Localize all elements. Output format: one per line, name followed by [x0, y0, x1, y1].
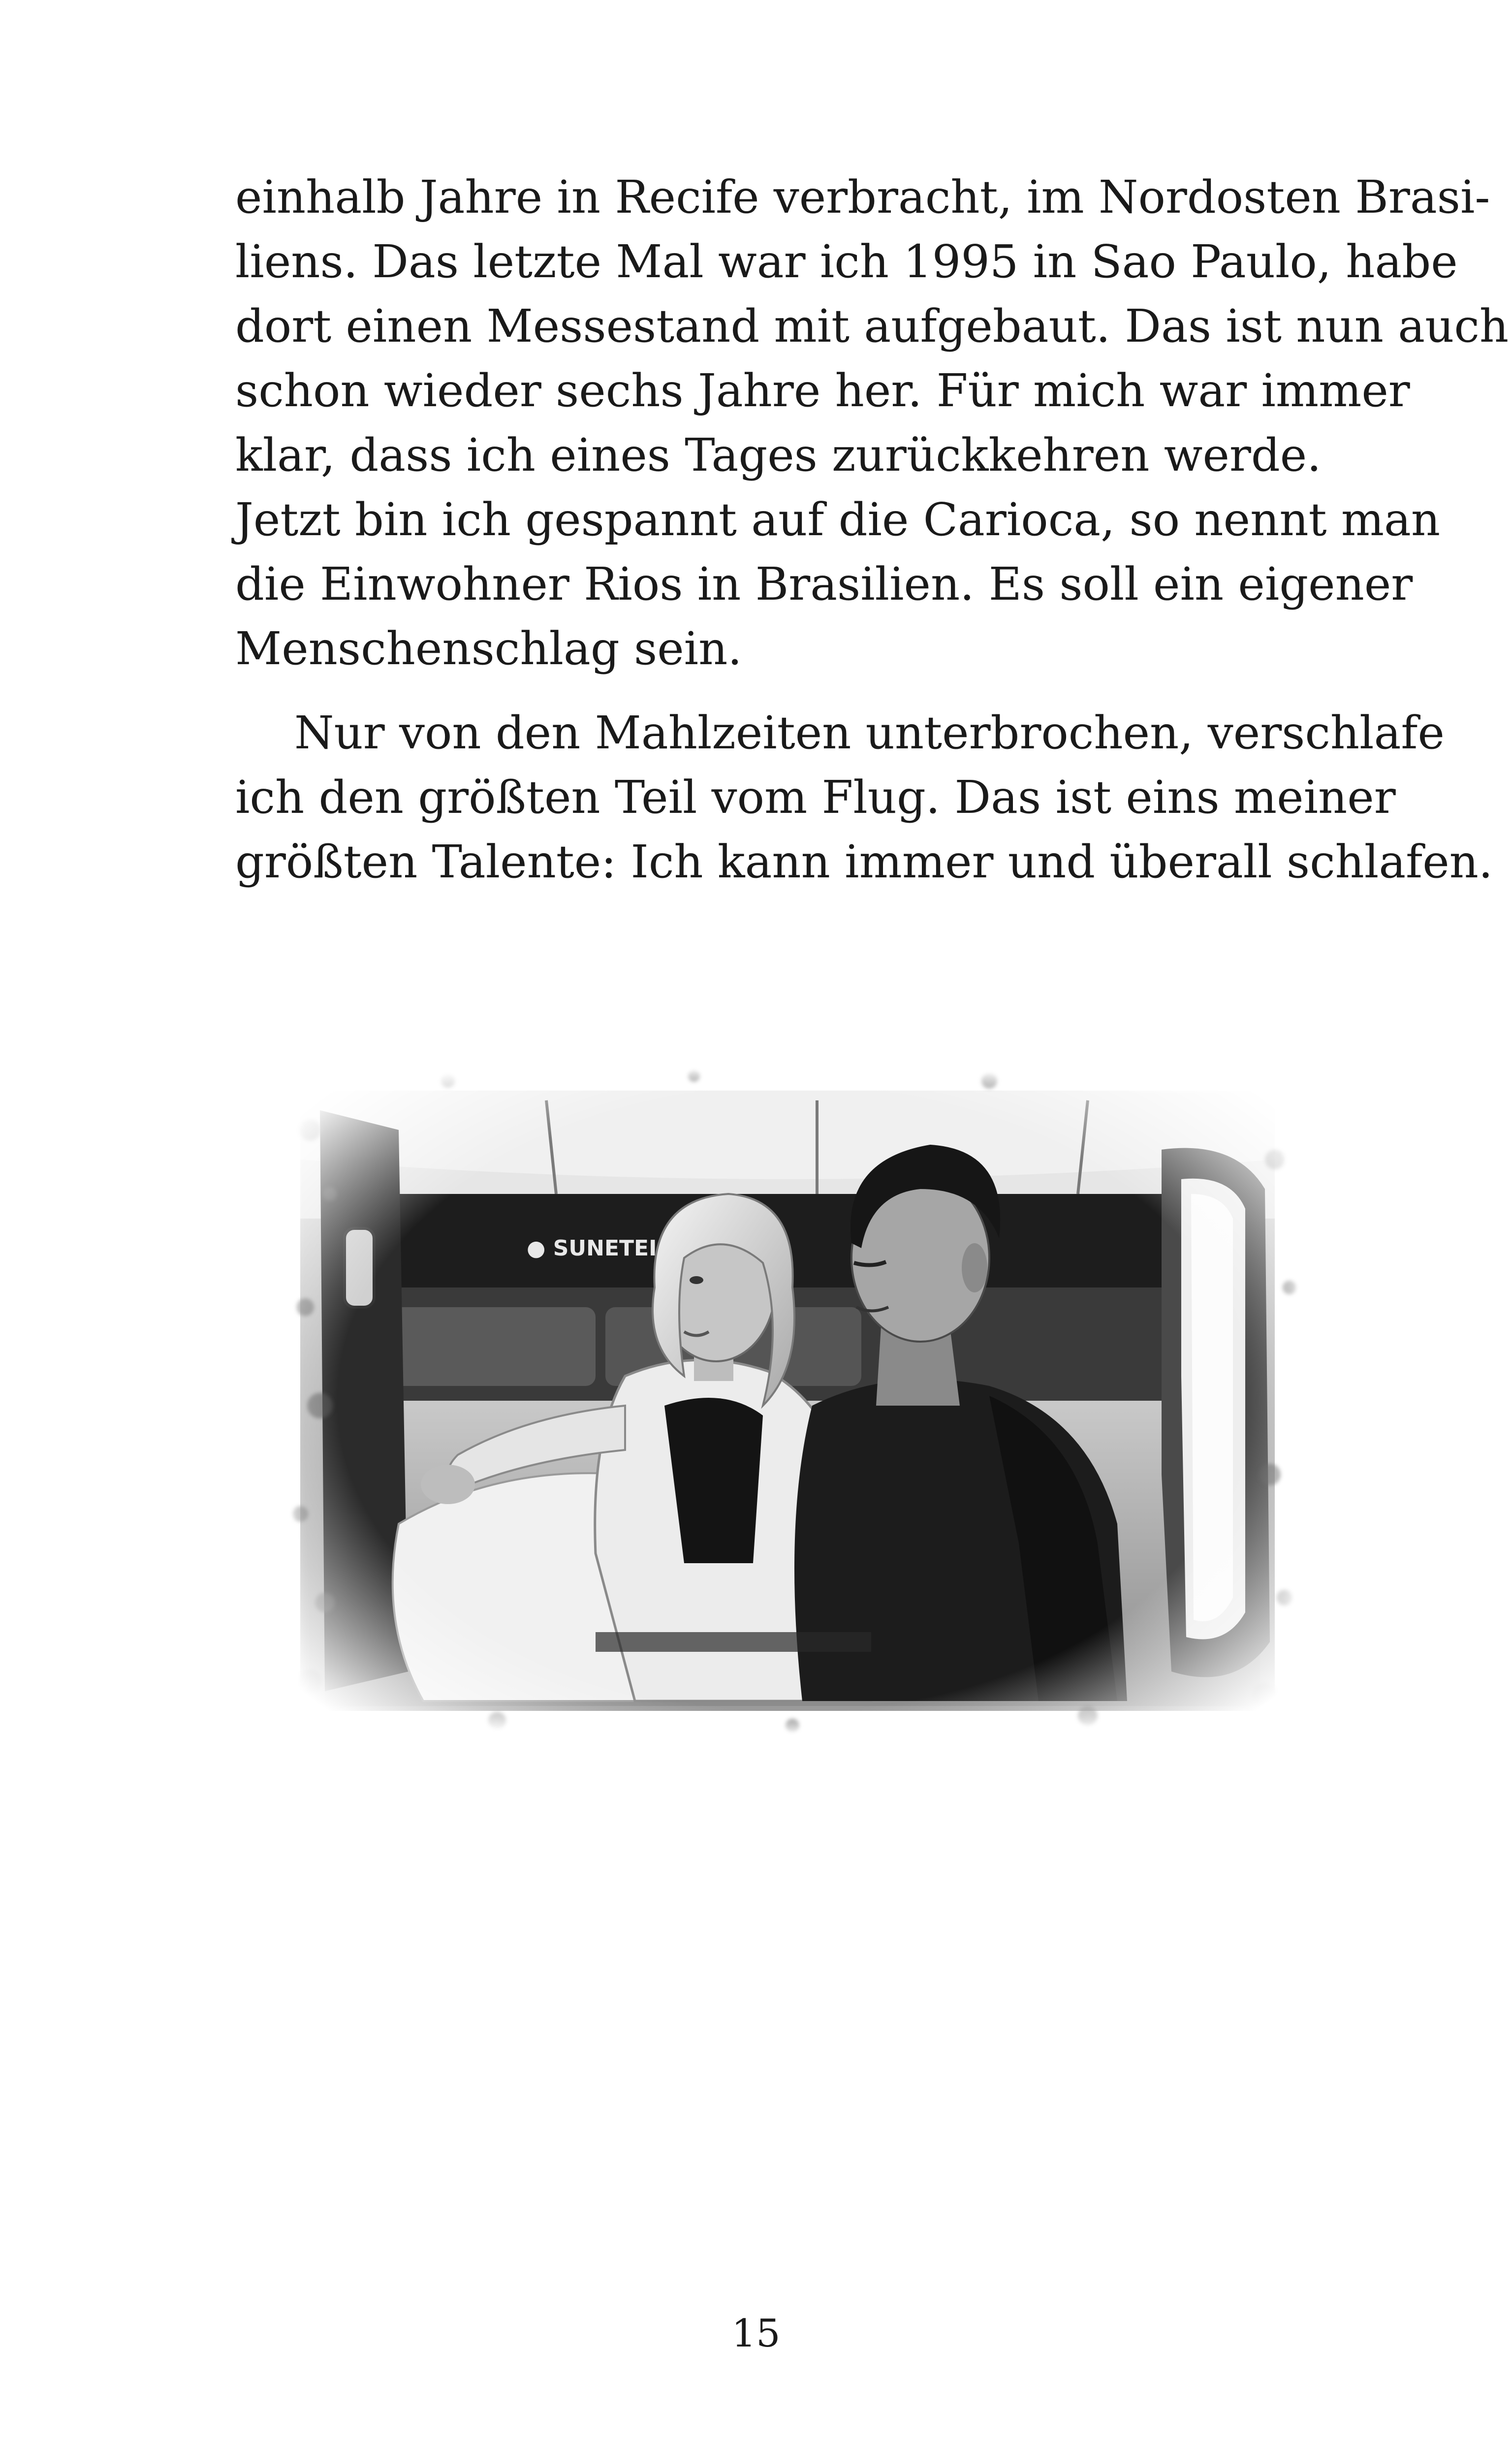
- text-line: Nur von den Mahlzeiten unterbrochen, verschlafe: [294, 707, 1445, 759]
- text-line: die Einwohner Rios in Brasilien. Es soll ein eigener: [235, 558, 1413, 611]
- paragraph-gap: [235, 681, 1353, 701]
- text-line: klar, dass ich eines Tages zurückkehren werde.: [235, 429, 1322, 482]
- text-line: schon wieder sechs Jahre her. Für mich war immer: [235, 364, 1410, 417]
- body-text: [235, 165, 1509, 894]
- illustration-svg: [251, 1031, 1334, 1770]
- text-line: einhalb Jahre in Recife verbracht, im Nordosten Brasi-: [235, 171, 1490, 224]
- text-line: liens. Das letzte Mal war ich 1995 in Sao Paulo, habe: [235, 235, 1458, 288]
- text-line: dort einen Messestand mit aufgebaut. Das ist nun auch: [235, 300, 1509, 353]
- page-number: 15: [731, 2312, 781, 2356]
- text-line: Jetzt bin ich gespannt auf die Carioca, so nennt man: [235, 493, 1441, 546]
- text-line: Menschenschlag sein.: [235, 622, 742, 675]
- text-line: größten Talente: Ich kann immer und überall schlafen.: [235, 836, 1493, 888]
- illustration-couple-in-airplane: [251, 1031, 1334, 1770]
- text-line: ich den größten Teil vom Flug. Das ist eins meiner: [235, 771, 1396, 824]
